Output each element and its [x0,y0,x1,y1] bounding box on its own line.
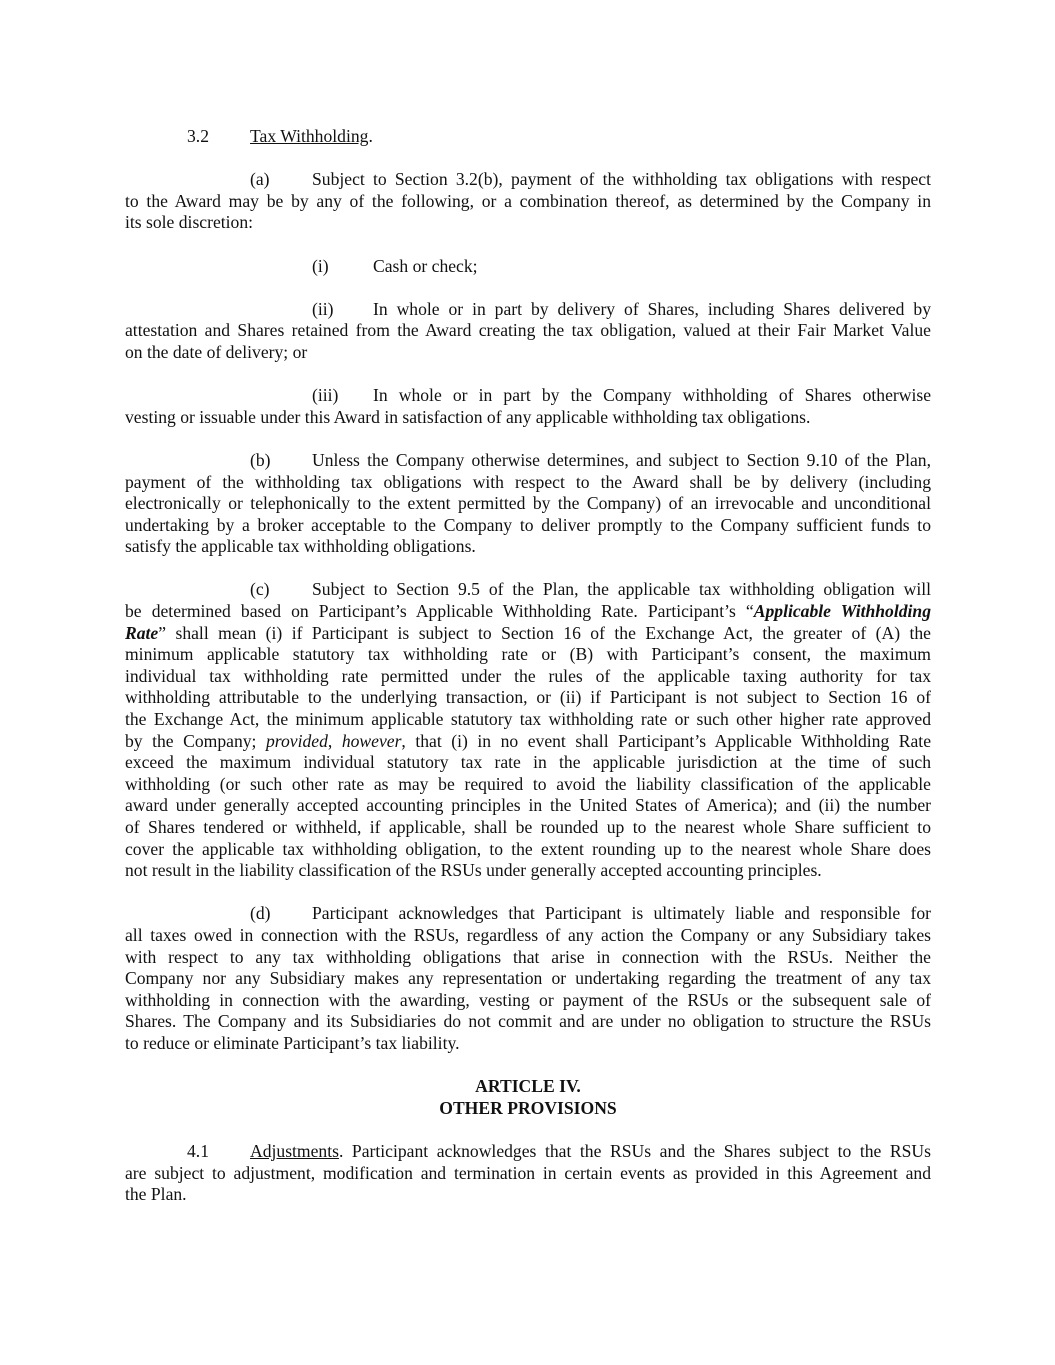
text-line [125,644,931,666]
line-text: satisfy the applicable tax withholding obligations. [125,536,476,557]
line-text: ARTICLE IV. [475,1076,581,1097]
defined-term: however [341,730,402,751]
line-text: to the Award may be by any of the following, or a combination thereof, as determined by the Company in [125,190,931,211]
line-text: on the date of delivery; or [125,341,308,362]
text-line [125,709,931,731]
text-line [125,515,931,537]
text-line [125,1163,931,1185]
text-line [125,731,931,753]
line-text: award under generally accepted accounting principles in the United States of America); and (ii) the number [125,795,931,816]
paragraph [125,1141,931,1206]
text-line [125,817,931,839]
line-text: all taxes owed in connection with the RSUs, regardless of any action the Company or any Subsidiary takes [125,924,931,945]
line-text: In whole or in part by delivery of Shares, including Shares delivered by [373,298,931,319]
text-line [125,191,931,213]
text-line [125,795,931,817]
line-text: . Participant acknowledges that the RSUs and the Shares subject to the RSUs [338,1140,931,1161]
section-number: (c) [250,579,270,600]
line-text: ” shall mean (i) if Participant is subject to Section 16 of the Exchange Act, the greater of (A) the [158,622,931,643]
paragraph [125,256,931,278]
line-text: Subject to Section 3.2(b), payment of the withholding tax obligations with respect [312,169,931,190]
text-line [125,169,931,191]
text-line [125,839,931,861]
line-text: attestation and Shares retained from the Award creating the tax obligation, valued at their Fair Market Value [125,320,931,341]
text-line [125,472,931,494]
line-text: OTHER PROVISIONS [439,1097,617,1118]
line-text: be determined based on Participant’s Applicable Withholding Rate. Participant’s “ [125,601,754,622]
paragraph [125,903,931,1054]
text-line [125,1033,931,1055]
line-text: , that (i) in no event shall Participant’s Applicable Withholding Rate [401,730,932,751]
text-line [125,1184,931,1206]
article-heading [125,1076,931,1119]
text-line [125,126,931,148]
text-line [125,774,931,796]
line-text: individual tax withholding rate permitted under the rules of the applicable taxing authority for tax [125,665,931,686]
text-line [125,536,931,558]
text-line [125,752,931,774]
section-number: (a) [250,169,270,190]
line-text: . [368,126,373,146]
text-line [125,687,931,709]
defined-term: Applicable Withholding [753,601,932,622]
line-text: withholding (or such other rate as may be required to avoid the liability classification of the applicable [125,773,931,794]
text-line [125,990,931,1012]
section-number: (b) [250,449,271,470]
line-text: its sole discretion: [125,212,254,233]
section-number: (i) [312,255,329,276]
line-text: withholding attributable to the underlying transaction, or (ii) if Participant is not subject to Section 16 of [125,687,931,708]
line-text: withholding in connection with the awarding, vesting or payment of the RSUs or the subsequent sale of [125,989,931,1010]
line-text: Subject to Section 9.5 of the Plan, the applicable tax withholding obligation will [312,579,931,600]
text-line [125,299,931,321]
text-line [125,666,931,688]
text-line [125,1141,931,1163]
line-text: payment of the withholding tax obligations with respect to the Award shall be by delivery (including [125,471,931,492]
text-line [125,256,931,278]
line-text: Cash or check; [373,255,478,276]
line-text: the Plan. [125,1184,187,1205]
line-text: to reduce or eliminate Participant’s tax liability. [125,1032,460,1053]
section-number: (ii) [312,298,334,319]
text-line [125,623,931,645]
line-text: vesting or issuable under this Award in satisfaction of any applicable withholding tax obligations. [125,406,811,427]
paragraph [125,579,931,881]
section-heading: Adjustments [250,1140,339,1161]
paragraph [125,299,931,364]
line-text: Unless the Company otherwise determines, and subject to Section 9.10 of the Plan, [312,449,931,470]
text-line [125,1098,931,1120]
document-page [125,126,931,1227]
line-text: Participant acknowledges that Participant is ultimately liable and responsible for [312,903,931,924]
text-line [125,860,931,882]
line-text: , [327,730,342,751]
line-text: Shares. The Company and its Subsidiaries do not commit and are under no obligation to structure the RSUs [125,1011,931,1032]
paragraph [125,450,931,558]
line-text: In whole or in part by the Company withholding of Shares otherwise [373,385,931,406]
line-text: Company nor any Subsidiary makes any representation or undertaking regarding the treatment of any tax [125,968,931,989]
text-line [125,579,931,601]
text-line [125,385,931,407]
text-line [125,1011,931,1033]
defined-term: Rate [125,622,159,643]
line-text: exceed the maximum individual statutory tax rate in the applicable jurisdiction at the time of such [125,752,931,773]
text-line [125,601,931,623]
text-line [125,493,931,515]
defined-term: provided [265,730,328,751]
line-text: not result in the liability classification of the RSUs under generally accepted accounting principles. [125,860,822,881]
text-line [125,903,931,925]
section-heading: Tax Withholding [250,126,369,146]
section-number: 4.1 [187,1140,209,1161]
line-text: with respect to any tax withholding obligations that arise in connection with the RSUs. Neither the [125,946,931,967]
section-number: (d) [250,903,271,924]
section-number: 3.2 [187,126,209,146]
text-line [125,925,931,947]
paragraph [125,126,931,148]
text-line [125,947,931,969]
text-line [125,1076,931,1098]
text-line [125,407,931,429]
line-text: the Exchange Act, the minimum applicable statutory tax withholding rate or such other higher rate approved [125,709,931,730]
text-line [125,320,931,342]
line-text: electronically or telephonically to the extent permitted by the Company) of an irrevocable and unconditional [125,493,931,514]
line-text: by the Company; [125,730,266,751]
text-line [125,212,931,234]
text-line [125,342,931,364]
paragraph [125,169,931,234]
line-text: minimum applicable statutory tax withholding rate or (B) with Participant’s consent, the maximum [125,644,931,665]
section-number: (iii) [312,385,339,406]
line-text: of Shares tendered or withheld, if applicable, shall be rounded up to the nearest whole Share sufficient to [125,817,931,837]
line-text: cover the applicable tax withholding obligation, to the extent rounding up to the nearest whole Share does [125,838,931,859]
line-text: are subject to adjustment, modification and termination in certain events as provided in this Agreement and [125,1162,931,1183]
paragraph [125,385,931,428]
text-line [125,968,931,990]
text-line [125,450,931,472]
line-text: undertaking by a broker acceptable to the Company to deliver promptly to the Company sufficient funds to [125,514,931,535]
